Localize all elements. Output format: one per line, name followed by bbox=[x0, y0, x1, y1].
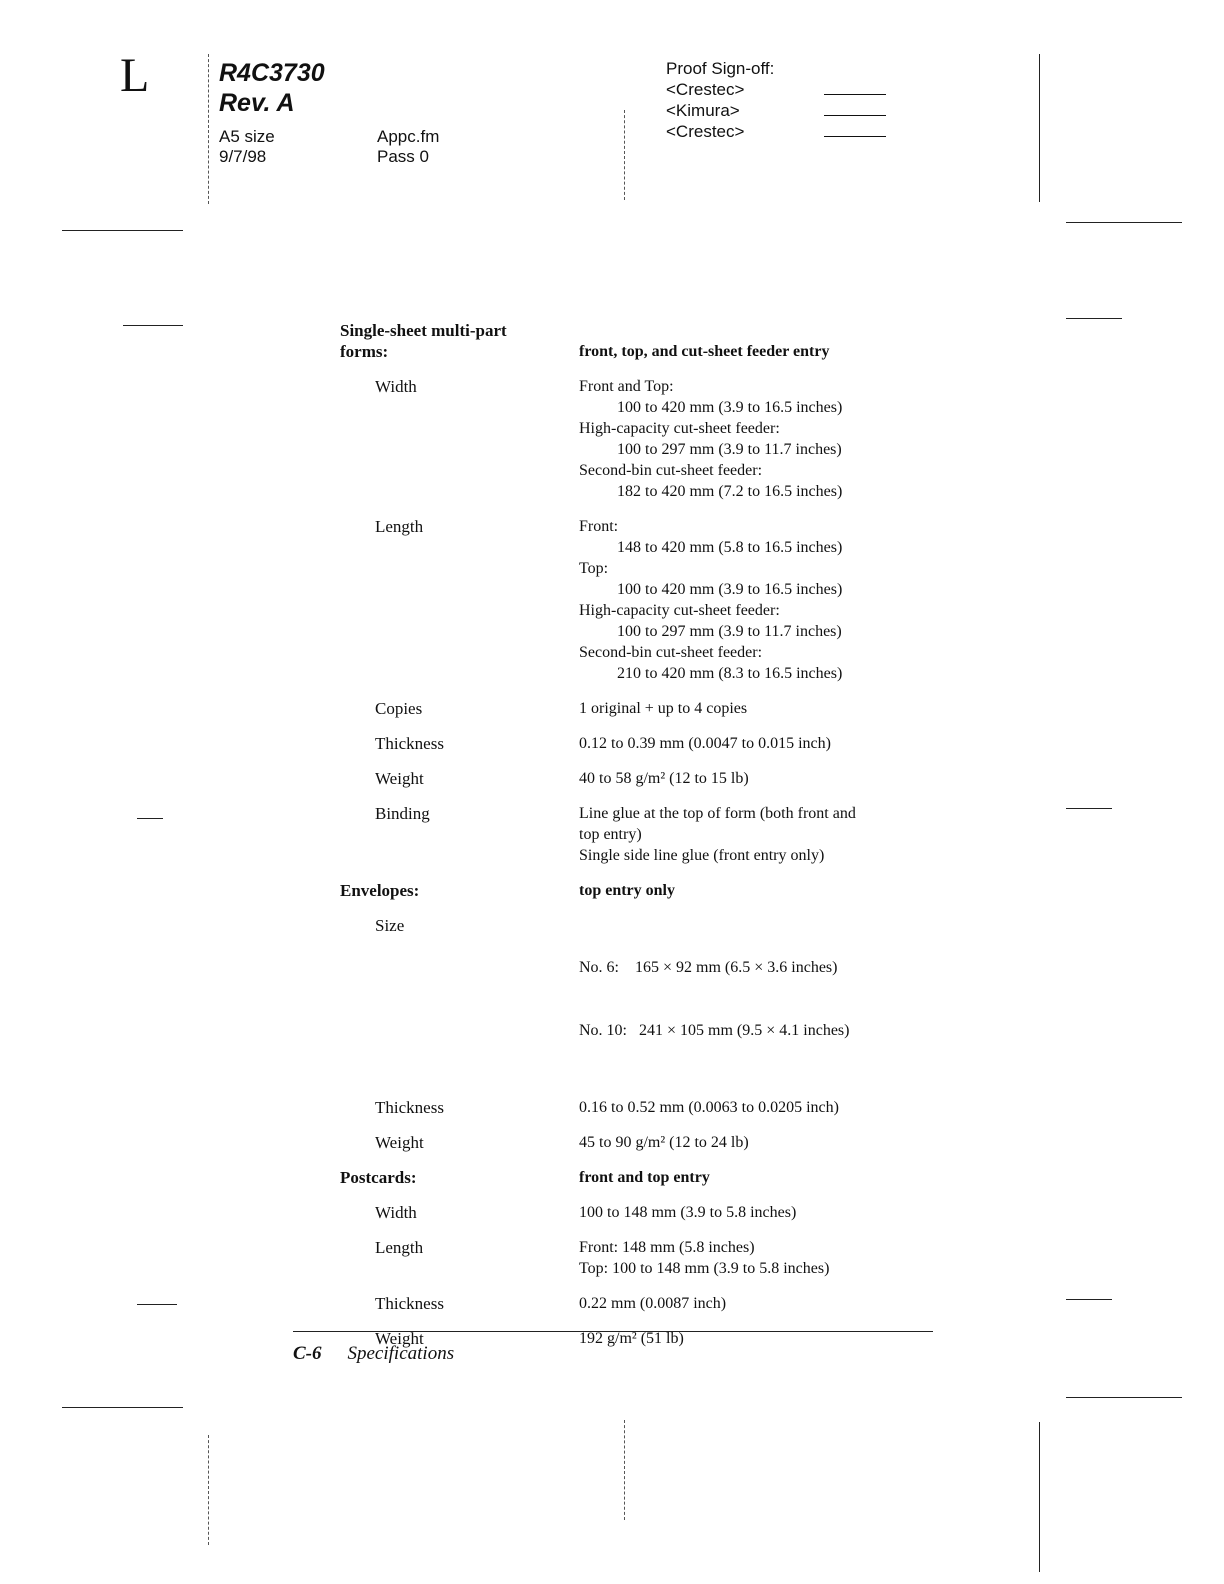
spec-value-line: Line glue at the top of form (both front and bbox=[579, 805, 856, 822]
spec-label: Length bbox=[375, 517, 424, 536]
spec-label: Size bbox=[375, 916, 405, 935]
spec-value-line: 100 to 420 mm (3.9 to 16.5 inches) bbox=[617, 399, 843, 416]
spec-value bbox=[579, 915, 960, 1083]
crop-mark bbox=[1066, 222, 1182, 223]
spec-value-line: Single side line glue (front entry only) bbox=[579, 847, 825, 864]
spec-label: Weight bbox=[375, 1329, 424, 1348]
file-name: Appc.fm bbox=[377, 127, 440, 146]
spec-label: Weight bbox=[375, 769, 424, 788]
spec-label: Binding bbox=[375, 804, 430, 823]
spec-value-line: 100 to 148 mm (3.9 to 5.8 inches) bbox=[579, 1204, 797, 1221]
spec-value bbox=[579, 733, 960, 754]
spec-label: Width bbox=[375, 377, 417, 396]
crop-mark bbox=[62, 1407, 183, 1408]
spec-value-line: 148 to 420 mm (5.8 to 16.5 inches) bbox=[617, 539, 843, 556]
spec-row bbox=[340, 698, 960, 719]
revision: Rev. A bbox=[219, 89, 295, 117]
spec-value-line: 40 to 58 g/m² (12 to 15 lb) bbox=[579, 770, 749, 787]
crop-mark bbox=[624, 1420, 625, 1520]
page-footer bbox=[293, 1343, 454, 1365]
crop-mark bbox=[208, 1435, 209, 1545]
spec-value-line: Top: 100 to 148 mm (3.9 to 5.8 inches) bbox=[579, 1260, 830, 1277]
proof-name: <Crestec> bbox=[666, 80, 745, 99]
spec-value bbox=[579, 1293, 960, 1314]
spec-value-line: Top: bbox=[579, 560, 609, 577]
crop-mark bbox=[1066, 808, 1112, 809]
section-header-envelopes bbox=[340, 880, 960, 901]
footer-section: Specifications bbox=[347, 1343, 455, 1364]
spec-label: Copies bbox=[375, 699, 423, 718]
section-header-multipart-forms bbox=[340, 320, 960, 362]
spec-row bbox=[340, 733, 960, 754]
page-number: C-6 bbox=[293, 1343, 322, 1364]
spec-value-line: 0.16 to 0.52 mm (0.0063 to 0.0205 inch) bbox=[579, 1099, 839, 1116]
doc-id-block bbox=[219, 58, 325, 118]
spec-value bbox=[579, 376, 960, 502]
spec-value-line: 210 to 420 mm (8.3 to 16.5 inches) bbox=[617, 665, 843, 682]
spec-row bbox=[340, 1293, 960, 1314]
spec-row bbox=[340, 1202, 960, 1223]
proof-name: <Kimura> bbox=[666, 101, 740, 120]
section-heading-line: Single-sheet multi-part bbox=[340, 321, 507, 340]
spec-value-line: Second-bin cut-sheet feeder: bbox=[579, 462, 763, 479]
signature-line bbox=[824, 136, 886, 137]
spec-label: Thickness bbox=[375, 734, 444, 753]
crop-mark bbox=[137, 1304, 177, 1305]
proof-name: <Crestec> bbox=[666, 122, 745, 141]
spec-value-line: 100 to 297 mm (3.9 to 11.7 inches) bbox=[617, 623, 842, 640]
spec-row bbox=[340, 915, 960, 1083]
spec-row bbox=[340, 768, 960, 789]
spec-value-line: No. 10: 241 × 105 mm (9.5 × 4.1 inches) bbox=[579, 1022, 850, 1039]
spec-value-line: Front: bbox=[579, 518, 619, 535]
file-pass-block bbox=[377, 127, 439, 167]
crop-mark bbox=[1066, 318, 1122, 319]
spec-body bbox=[340, 320, 960, 1363]
section-heading-line: forms: bbox=[340, 342, 389, 361]
footer-rule bbox=[293, 1331, 933, 1332]
spec-value-line: High-capacity cut-sheet feeder: bbox=[579, 602, 780, 619]
spec-value bbox=[579, 1132, 960, 1153]
spec-value-line: 182 to 420 mm (7.2 to 16.5 inches) bbox=[617, 483, 843, 500]
crop-mark bbox=[137, 818, 163, 819]
section-heading: Envelopes: bbox=[340, 881, 420, 900]
crop-mark bbox=[1066, 1299, 1112, 1300]
size-date-block bbox=[219, 127, 275, 167]
signature-lines bbox=[824, 94, 886, 157]
proof-signoff bbox=[666, 58, 774, 142]
spec-value-line: 1 original + up to 4 copies bbox=[579, 700, 748, 717]
spec-value bbox=[579, 1237, 960, 1279]
spec-label: Width bbox=[375, 1203, 417, 1222]
spec-row bbox=[340, 1132, 960, 1153]
page-size: A5 size bbox=[219, 127, 275, 146]
spec-value bbox=[579, 516, 960, 684]
spec-value bbox=[579, 698, 960, 719]
spec-value-line: No. 6: 165 × 92 mm (6.5 × 3.6 inches) bbox=[579, 959, 838, 976]
spec-value-line: 192 g/m² (51 lb) bbox=[579, 1330, 684, 1347]
header-divider-left bbox=[208, 54, 209, 204]
crop-mark bbox=[1039, 54, 1040, 202]
proof-title: Proof Sign-off: bbox=[666, 59, 775, 78]
section-entry: top entry only bbox=[579, 882, 675, 899]
header-divider-mid bbox=[624, 110, 625, 200]
spec-row bbox=[340, 1237, 960, 1279]
spec-row bbox=[340, 516, 960, 684]
spec-value-line: 0.22 mm (0.0087 inch) bbox=[579, 1295, 727, 1312]
pass-number: Pass 0 bbox=[377, 147, 429, 166]
signature-line bbox=[824, 115, 886, 116]
spec-value bbox=[579, 803, 960, 866]
spec-value-line: Front: 148 mm (5.8 inches) bbox=[579, 1239, 755, 1256]
spec-value-line: 100 to 297 mm (3.9 to 11.7 inches) bbox=[617, 441, 842, 458]
spec-label: Thickness bbox=[375, 1098, 444, 1117]
crop-mark bbox=[1039, 1422, 1040, 1572]
spec-row bbox=[340, 803, 960, 866]
corner-letter: L bbox=[120, 49, 150, 102]
spec-label: Weight bbox=[375, 1133, 424, 1152]
doc-date: 9/7/98 bbox=[219, 147, 267, 166]
section-heading bbox=[340, 320, 579, 362]
spec-value-line: Second-bin cut-sheet feeder: bbox=[579, 644, 763, 661]
spec-value bbox=[579, 1202, 960, 1223]
spec-label: Thickness bbox=[375, 1294, 444, 1313]
signature-line bbox=[824, 94, 886, 95]
doc-id: R4C3730 bbox=[219, 59, 325, 87]
spec-row bbox=[340, 376, 960, 502]
spec-value bbox=[579, 768, 960, 789]
section-entry: front and top entry bbox=[579, 1169, 710, 1186]
spec-value-line: 100 to 420 mm (3.9 to 16.5 inches) bbox=[617, 581, 843, 598]
section-entry: front, top, and cut-sheet feeder entry bbox=[579, 343, 830, 360]
section-heading: Postcards: bbox=[340, 1168, 417, 1187]
section-header-postcards bbox=[340, 1167, 960, 1188]
spec-value-line: top entry) bbox=[579, 826, 642, 843]
spec-value-line: 0.12 to 0.39 mm (0.0047 to 0.015 inch) bbox=[579, 735, 831, 752]
spec-value-line: 45 to 90 g/m² (12 to 24 lb) bbox=[579, 1134, 749, 1151]
crop-mark bbox=[62, 230, 183, 231]
crop-mark bbox=[123, 325, 183, 326]
spec-value-line: Front and Top: bbox=[579, 378, 674, 395]
spec-label: Length bbox=[375, 1238, 424, 1257]
spec-row bbox=[340, 1097, 960, 1118]
spec-value bbox=[579, 1097, 960, 1118]
crop-mark bbox=[1066, 1397, 1182, 1398]
spec-value-line: High-capacity cut-sheet feeder: bbox=[579, 420, 780, 437]
